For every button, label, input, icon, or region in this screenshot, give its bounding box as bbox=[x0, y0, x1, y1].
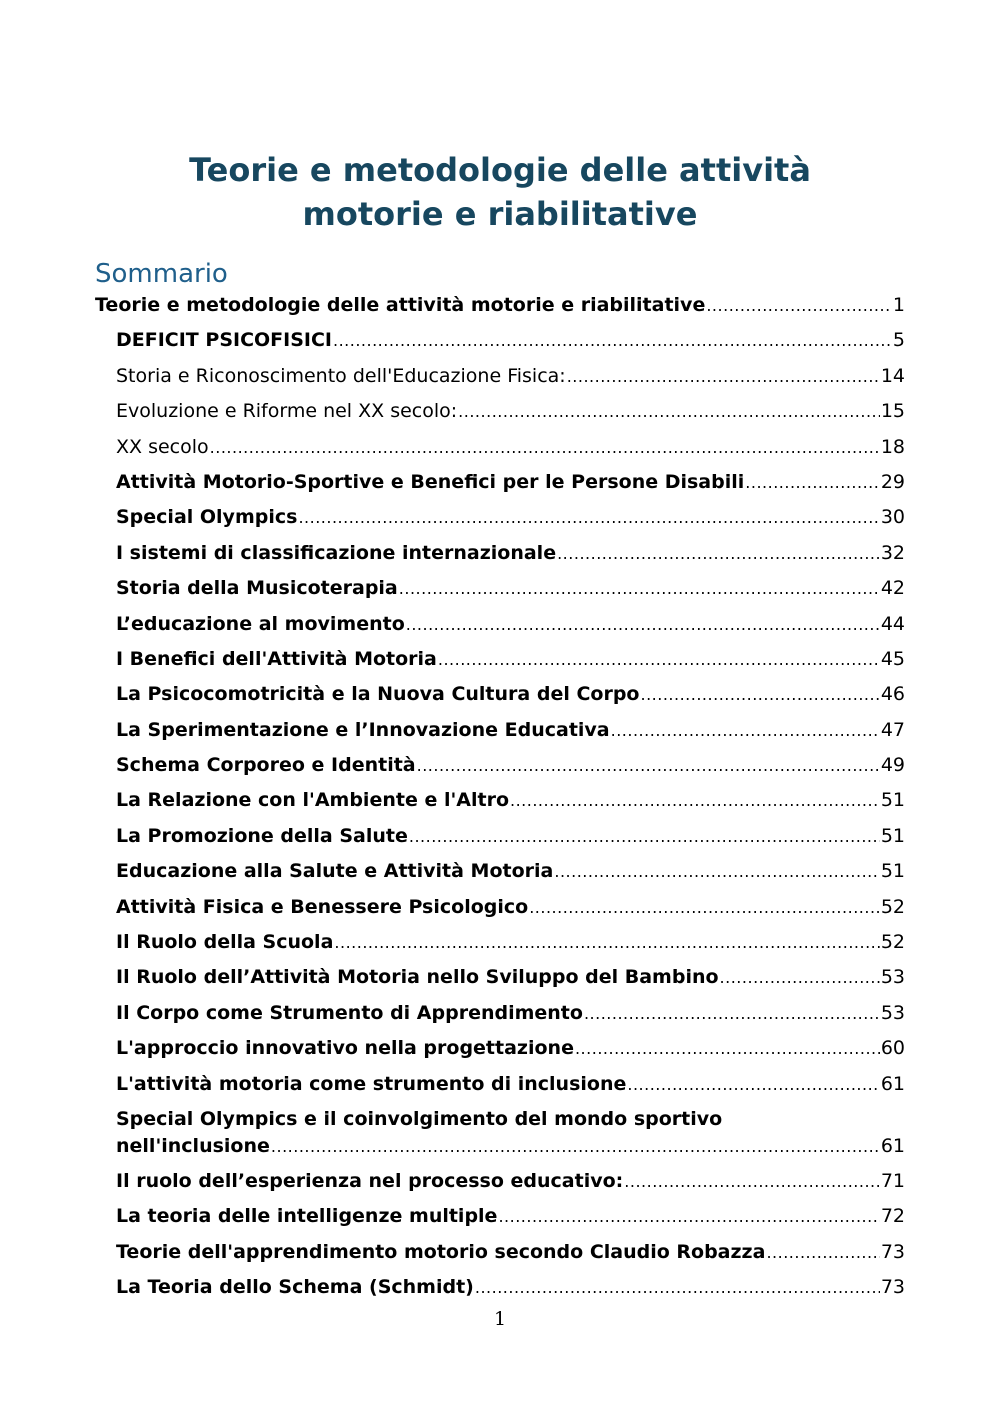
toc-entry-label: Teorie dell'apprendimento motorio secondo Claudio Robazza bbox=[116, 1240, 766, 1263]
toc-leader-dots bbox=[399, 576, 880, 602]
toc-entry-label: I Benefici dell'Attività Motoria bbox=[116, 647, 437, 670]
toc-entry-label: La Relazione con l'Ambiente e l'Altro bbox=[116, 789, 509, 812]
toc-entry-page: 1 bbox=[892, 294, 905, 316]
toc-entry-page: 32 bbox=[880, 541, 905, 564]
document-title bbox=[100, 148, 900, 236]
toc-leader-dots bbox=[409, 824, 880, 850]
toc-entry-page: 73 bbox=[880, 1240, 905, 1263]
toc-entry[interactable] bbox=[95, 1237, 905, 1272]
toc-entry-page: 73 bbox=[880, 1276, 905, 1299]
toc-entry[interactable] bbox=[95, 785, 905, 820]
toc-leader-dots bbox=[575, 1036, 880, 1062]
toc-entry[interactable] bbox=[95, 715, 905, 750]
toc-entry-page: 45 bbox=[880, 647, 905, 670]
toc-entry-label: La Sperimentazione e l’Innovazione Educativa bbox=[116, 718, 610, 741]
toc-leader-dots bbox=[640, 682, 879, 708]
toc-leader-dots bbox=[475, 1275, 880, 1301]
toc-entry[interactable] bbox=[95, 609, 905, 644]
toc-leader-dots bbox=[766, 1240, 879, 1266]
toc-entry-label: Storia e Riconoscimento dell'Educazione Fisica: bbox=[116, 364, 566, 387]
toc-leader-dots bbox=[554, 859, 879, 885]
toc-entry[interactable] bbox=[95, 432, 905, 467]
toc-leader-dots bbox=[627, 1072, 879, 1098]
toc-entry-page: 51 bbox=[880, 789, 905, 812]
toc-entry-page: 61 bbox=[880, 1134, 905, 1157]
toc-leader-dots bbox=[438, 647, 880, 673]
toc-entry-label: Il Ruolo dell’Attività Motoria nello Sviluppo del Bambino bbox=[116, 966, 719, 989]
toc-entry-label: Il ruolo dell’esperienza nel processo educativo: bbox=[116, 1169, 624, 1192]
toc-entry-label: I sistemi di classificazione internazionale bbox=[116, 541, 557, 564]
toc-leader-dots bbox=[406, 612, 880, 638]
toc-entry[interactable] bbox=[95, 892, 905, 927]
toc-entry[interactable] bbox=[95, 1069, 905, 1104]
toc-entry-page: 30 bbox=[880, 506, 905, 529]
toc-entry-page: 52 bbox=[880, 895, 905, 918]
toc-heading: Sommario bbox=[95, 259, 228, 289]
toc-entry[interactable] bbox=[95, 927, 905, 962]
toc-entry-label: Il Corpo come Strumento di Apprendimento bbox=[116, 1001, 583, 1024]
toc-entry[interactable] bbox=[95, 679, 905, 714]
toc-leader-dots bbox=[584, 1001, 880, 1027]
toc-leader-dots bbox=[333, 328, 892, 354]
toc-entry-page: 47 bbox=[880, 718, 905, 741]
toc-leader-dots bbox=[529, 895, 880, 921]
toc-entry-page: 61 bbox=[880, 1072, 905, 1095]
toc-entry[interactable] bbox=[95, 962, 905, 997]
toc-entry-label: Evoluzione e Riforme nel XX secolo: bbox=[116, 400, 458, 423]
toc-leader-dots bbox=[706, 293, 892, 319]
toc-leader-dots bbox=[271, 1134, 880, 1160]
toc-entry[interactable] bbox=[95, 1104, 905, 1166]
toc-entry[interactable] bbox=[95, 644, 905, 679]
toc-entry-page: 51 bbox=[880, 860, 905, 883]
toc-leader-dots bbox=[498, 1204, 879, 1230]
toc-entry-page: 5 bbox=[892, 329, 905, 352]
toc-leader-dots bbox=[720, 965, 880, 991]
toc-entry-page: 14 bbox=[880, 364, 905, 387]
toc-entry-label: DEFICIT PSICOFISICI bbox=[116, 329, 332, 352]
toc-entry[interactable] bbox=[95, 1033, 905, 1068]
toc-leader-dots bbox=[611, 718, 880, 744]
toc-entry-page: 46 bbox=[880, 683, 905, 706]
toc-entry[interactable] bbox=[95, 1272, 905, 1307]
toc-entry-label: Special Olympics bbox=[116, 506, 298, 529]
toc-entry-page: 42 bbox=[880, 577, 905, 600]
toc-leader-dots bbox=[510, 788, 880, 814]
toc-entry[interactable] bbox=[95, 1166, 905, 1201]
toc-entry-label: Teorie e metodologie delle attività motorie e riabilitative bbox=[95, 294, 706, 316]
toc-entry[interactable] bbox=[95, 538, 905, 573]
table-of-contents bbox=[95, 290, 905, 1308]
toc-entry-label: Storia della Musicoterapia bbox=[116, 577, 398, 600]
toc-leader-dots bbox=[557, 541, 880, 567]
toc-entry-page: 53 bbox=[880, 966, 905, 989]
toc-entry-page: 18 bbox=[880, 435, 905, 458]
page-number: 1 bbox=[493, 1308, 507, 1330]
toc-entry-label: Schema Corporeo e Identità bbox=[116, 754, 416, 777]
toc-entry[interactable] bbox=[95, 290, 905, 325]
toc-entry-label: La Psicocomotricità e la Nuova Cultura del Corpo bbox=[116, 683, 640, 706]
toc-entry-page: 49 bbox=[880, 754, 905, 777]
toc-entry-page: 53 bbox=[880, 1001, 905, 1024]
toc-entry-page: 51 bbox=[880, 824, 905, 847]
toc-entry-label: L'attività motoria come strumento di inclusione bbox=[116, 1072, 627, 1095]
toc-entry-page: 44 bbox=[880, 612, 905, 635]
toc-leader-dots bbox=[458, 399, 880, 425]
toc-leader-dots bbox=[417, 753, 880, 779]
toc-entry[interactable] bbox=[95, 1201, 905, 1236]
toc-entry[interactable] bbox=[95, 467, 905, 502]
toc-leader-dots bbox=[745, 470, 880, 496]
toc-entry[interactable] bbox=[95, 573, 905, 608]
document-title-line1: Teorie e metodologie delle attività bbox=[189, 151, 811, 189]
toc-leader-dots bbox=[624, 1169, 880, 1195]
toc-entry[interactable] bbox=[95, 998, 905, 1033]
toc-entry[interactable] bbox=[95, 856, 905, 891]
toc-entry-label: Educazione alla Salute e Attività Motoria bbox=[116, 860, 554, 883]
toc-entry-label: L'approccio innovativo nella progettazione bbox=[116, 1037, 574, 1060]
toc-entry[interactable] bbox=[95, 502, 905, 537]
toc-leader-dots bbox=[567, 364, 880, 390]
toc-entry-page: 15 bbox=[880, 400, 905, 423]
toc-entry-label: XX secolo bbox=[116, 435, 209, 458]
toc-entry[interactable] bbox=[95, 361, 905, 396]
toc-entry-label-line2: nell'inclusione bbox=[116, 1134, 270, 1157]
toc-leader-dots bbox=[334, 930, 879, 956]
toc-entry-line2 bbox=[116, 1133, 905, 1160]
toc-entry[interactable] bbox=[95, 821, 905, 856]
toc-entry-label: La teoria delle intelligenze multiple bbox=[116, 1205, 498, 1228]
toc-entry-page: 29 bbox=[880, 470, 905, 493]
toc-entry-page: 52 bbox=[880, 931, 905, 954]
toc-entry-page: 71 bbox=[880, 1169, 905, 1192]
toc-entry[interactable] bbox=[95, 325, 905, 360]
toc-entry[interactable] bbox=[95, 750, 905, 785]
toc-entry-label: Attività Motorio-Sportive e Benefici per le Persone Disabili bbox=[116, 470, 745, 493]
toc-entry-label: La Teoria dello Schema (Schmidt) bbox=[116, 1276, 474, 1299]
toc-entry-label: Attività Fisica e Benessere Psicologico bbox=[116, 895, 529, 918]
toc-entry-page: 72 bbox=[880, 1205, 905, 1228]
toc-entry-page: 60 bbox=[880, 1037, 905, 1060]
toc-entry-label: Il Ruolo della Scuola bbox=[116, 931, 334, 954]
toc-entry-label: La Promozione della Salute bbox=[116, 824, 408, 847]
document-title-line2: motorie e riabilitative bbox=[302, 195, 698, 233]
toc-entry-label: L’educazione al movimento bbox=[116, 612, 405, 635]
toc-leader-dots bbox=[298, 505, 879, 531]
toc-entry-label-line1: Special Olympics e il coinvolgimento del mondo sportivo bbox=[116, 1107, 723, 1130]
toc-leader-dots bbox=[210, 435, 880, 461]
toc-entry[interactable] bbox=[95, 396, 905, 431]
